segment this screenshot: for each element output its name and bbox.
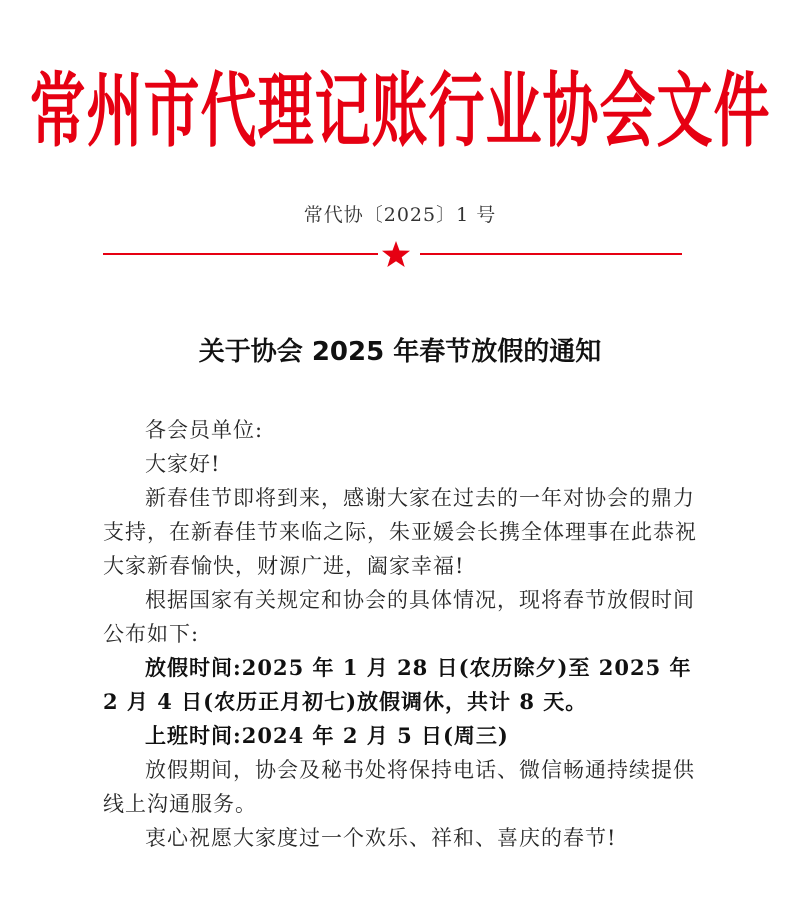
paragraph-wishes: 新春佳节即将到来，感谢大家在过去的一年对协会的鼎力支持，在新春佳节来临之际，朱亚媛会长携全体理事在此恭祝大家新春愉快，财源广进，阖家幸福!: [103, 486, 697, 578]
document-number: 常代协〔2025〕1 号: [303, 204, 497, 226]
work-resume-value: 2024 年 2 月 5 日(周三): [241, 723, 509, 748]
greeting: 大家好!: [145, 452, 221, 476]
closing-wishes: 衷心祝愿大家度过一个欢乐、祥和、喜庆的春节!: [145, 826, 617, 850]
salutation: 各会员单位:: [145, 418, 264, 442]
notice-body: [103, 413, 703, 855]
paragraph-basis: 根据国家有关规定和协会的具体情况，现将春节放假时间公布如下:: [103, 588, 695, 646]
work-resume-label: 上班时间:: [145, 723, 242, 748]
document-masthead: 常州市代理记账行业协会文件: [29, 65, 771, 160]
notice-title: 关于协会 2025 年春节放假的通知: [198, 337, 602, 367]
work-resume: [103, 719, 703, 753]
holiday-period: [103, 651, 703, 719]
paragraph-service: 放假期间，协会及秘书处将保持电话、微信畅通持续提供线上沟通服务。: [103, 758, 695, 816]
holiday-period-value: 2025 年 1 月 28 日(农历除夕)至 2025 年 2 月 4 日(农历正月初七)放假调休，共计 8 天。: [103, 655, 692, 714]
red-divider-right: [420, 253, 682, 255]
holiday-period-label: 放假时间:: [145, 655, 242, 680]
red-divider-left: [103, 253, 378, 255]
star-icon: [381, 240, 411, 268]
